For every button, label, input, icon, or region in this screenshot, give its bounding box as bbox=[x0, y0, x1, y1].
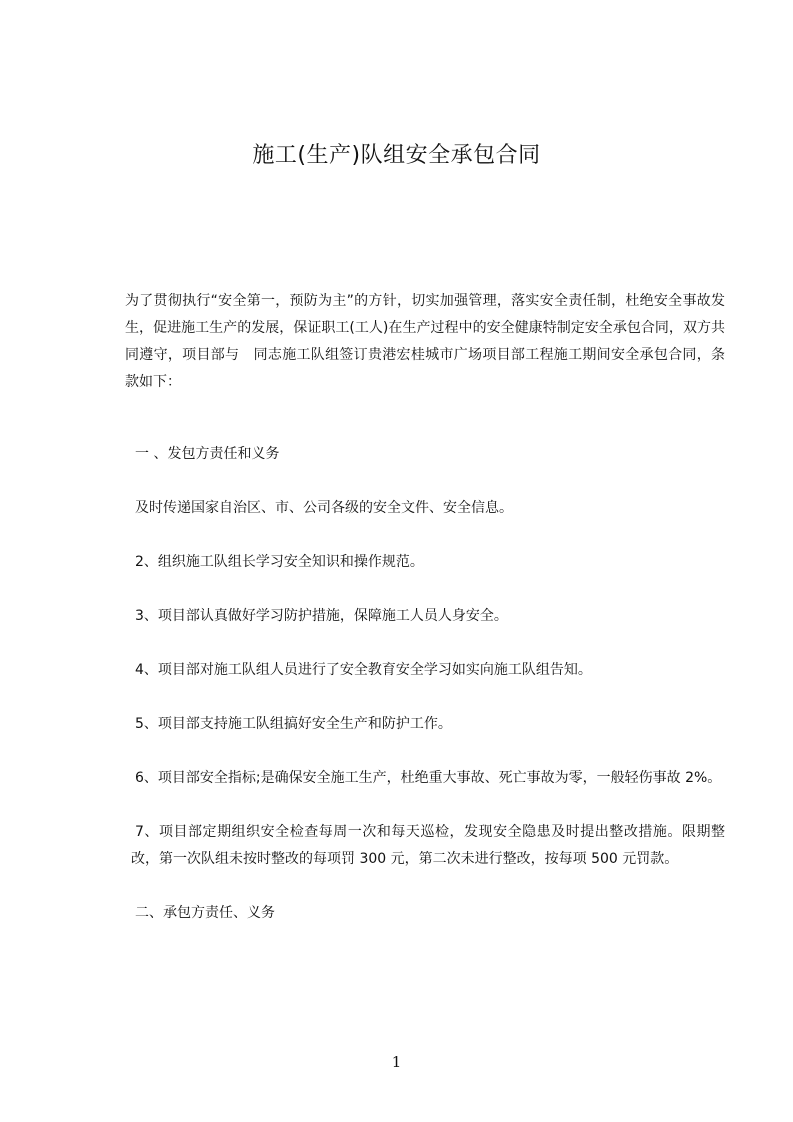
list-item-4: 4、项目部对施工队组人员进行了安全教育安全学习如实向施工队组告知。 bbox=[135, 662, 592, 678]
section-heading-1: 一 、发包方责任和义务 bbox=[135, 446, 280, 462]
document-title: 施工(生产)队组安全承包合同 bbox=[252, 143, 541, 168]
intro-paragraph: 为了贯彻执行“安全第一，预防为主”的方针，切实加强管理，落实安全责任制，杜绝安全事故发生，促进施工生产的发展，保证职工(工人)在生产过程中的安全健康特制定安全承包合同，双方共同遵守，项目部与 同志施工队组签订贵港宏桂城市广场项目部工程施工期间安全承包合同，条款如下： bbox=[125, 293, 725, 390]
list-item-1: 及时传递国家自治区、市、公司各级的安全文件、安全信息。 bbox=[135, 500, 513, 516]
list-item-5: 5、项目部支持施工队组搞好安全生产和防护工作。 bbox=[135, 716, 452, 732]
list-item-3: 3、项目部认真做好学习防护措施，保障施工人员人身安全。 bbox=[135, 608, 508, 624]
section-heading-2: 二、承包方责任、义务 bbox=[135, 905, 275, 921]
list-item-7: 7、项目部定期组织安全检查每周一次和每天巡检，发现安全隐患及时提出整改措施。限期整改，第一次队组未按时整改的每项罚 300 元，第二次未进行整改，按每项 500 元罚款。 bbox=[131, 824, 725, 867]
page-number: 1 bbox=[391, 1053, 402, 1071]
list-item-2: 2、组织施工队组长学习安全知识和操作规范。 bbox=[135, 554, 424, 570]
document-body bbox=[125, 288, 725, 927]
list-item-6: 6、项目部安全指标;是确保安全施工生产，杜绝重大事故、死亡事故为零，一般轻伤事故 2%。 bbox=[135, 770, 722, 786]
